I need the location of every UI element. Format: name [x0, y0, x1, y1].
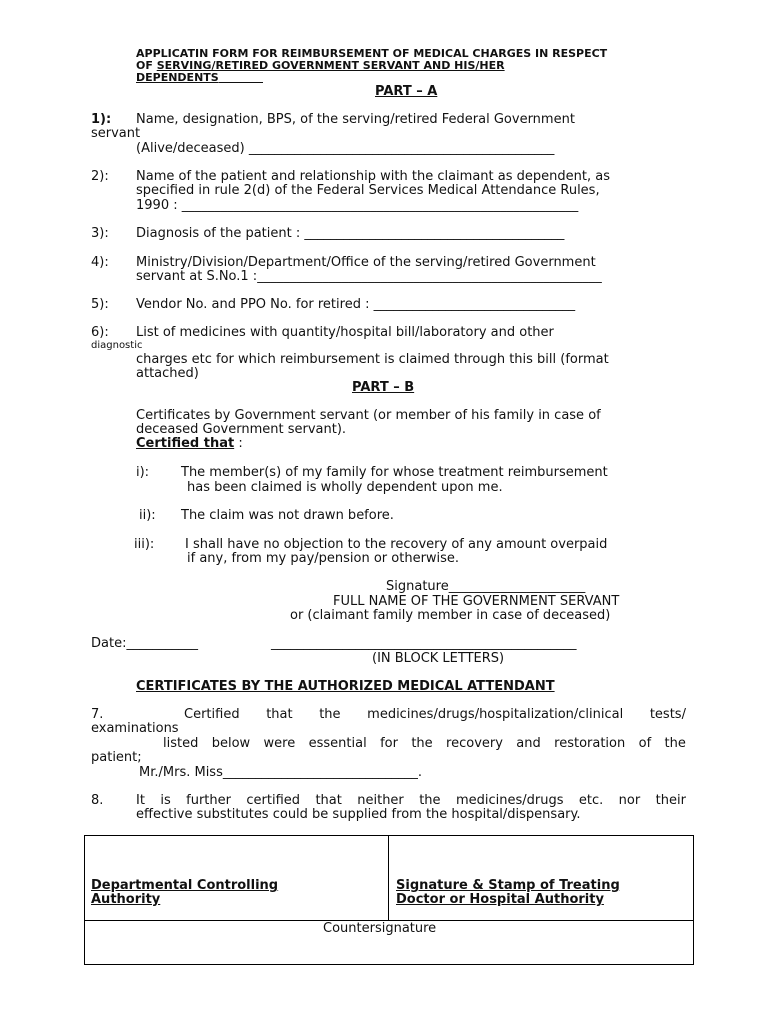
item8-l1-w6: the [419, 793, 441, 808]
item6-text-line3: charges etc for which reimbursement is claimed through this bill (format [136, 352, 609, 367]
item7-line1 [184, 707, 686, 722]
item7-l1-w4: tests/ [649, 707, 686, 722]
block-letters-label: (IN BLOCK LETTERS) [372, 651, 505, 666]
countersignature-label: Countersignature [323, 921, 437, 936]
part-b-intro-line1: Certificates by Government servant (or member of his family in case of [136, 408, 601, 423]
form-title-underlined: SERVING/RETIRED GOVERNMENT SERVANT AND HIS/HER [156, 59, 505, 72]
departmental-authority-line2: Authority [91, 892, 161, 907]
item7-l1-w2: the [319, 707, 341, 722]
item7-l3-w4: for [380, 736, 398, 751]
item3-diagnosis-field: Diagnosis of the patient : ________________________________________ [136, 226, 565, 241]
item4-office-field: servant at S.No.1 :_____________________________________________________ [136, 269, 602, 284]
treating-doctor-line1: Signature & Stamp of Treating [396, 878, 620, 893]
item8-line1 [136, 793, 686, 808]
item8-l1-w9: nor [618, 793, 641, 808]
item2-text-line1: Name of the patient and relationship with the claimant as dependent, as [136, 169, 610, 184]
item4-number: 4): [91, 255, 109, 270]
date-field: Date:___________ [91, 636, 198, 651]
item7-l3-w3: essential [308, 736, 367, 751]
item3-number: 3): [91, 226, 109, 241]
certified-that-label [136, 436, 243, 451]
certificate-iii-line1: I shall have no objection to the recovery of any amount overpaid [185, 537, 608, 552]
item5-number: 5): [91, 297, 109, 312]
signature-field: Signature_____________________ [386, 579, 586, 594]
item7-line2: examinations [91, 721, 179, 736]
item7-l3-w10: the [664, 736, 686, 751]
certified-that-text: Certified that [136, 436, 235, 451]
form-title-line3-rule [219, 72, 263, 83]
item7-number: 7. [91, 707, 104, 722]
block-letters-name-line: _______________________________________________ [271, 636, 577, 651]
full-name-label: FULL NAME OF THE GOVERNMENT SERVANT [333, 594, 620, 609]
item7-l3-w8: restoration [554, 736, 626, 751]
item6-text-line1: List of medicines with quantity/hospital bill/laboratory and other [136, 325, 554, 340]
item8-l1-w7: medicines/drugs [455, 793, 564, 808]
certified-that-colon: : [234, 436, 243, 451]
item1-text-line1: Name, designation, BPS, of the serving/retired Federal Government [136, 112, 575, 127]
certificate-iii-number: iii): [134, 537, 155, 552]
item7-l3-w0: listed [163, 736, 199, 751]
item7-l3-w5: the [411, 736, 433, 751]
certificate-i-line1: The member(s) of my family for whose treatment reimbursement [181, 465, 608, 480]
item1-alive-deceased-field: (Alive/deceased) _______________________________________________ [136, 141, 555, 156]
item8-l1-w5: neither [357, 793, 404, 808]
item8-l1-w8: etc. [578, 793, 604, 808]
item6-text-line2: diagnostic [91, 340, 143, 351]
item2-patient-field: 1990 : _____________________________________________________________ [136, 198, 579, 213]
item7-line4: patient; [91, 750, 142, 765]
part-a-heading: PART – A [375, 84, 438, 99]
item7-l3-w2: were [263, 736, 296, 751]
item8-l1-w4: that [315, 793, 342, 808]
signature-table-divider-vertical [388, 835, 389, 921]
item4-text-line1: Ministry/Division/Department/Office of the serving/retired Government [136, 255, 596, 270]
item6-number: 6): [91, 325, 109, 340]
treating-doctor-line2: Doctor or Hospital Authority [396, 892, 604, 907]
form-title-dependents: DEPENDENTS [136, 71, 219, 84]
certificate-ii-line1: The claim was not drawn before. [181, 508, 394, 523]
item1-text-line2: servant [91, 126, 141, 141]
item7-l1-w3: medicines/drugs/hospitalization/clinical [367, 707, 624, 722]
item7-patient-name-field: Mr./Mrs. Miss______________________________. [139, 765, 422, 780]
form-title-line1: APPLICATIN FORM FOR REIMBURSEMENT OF MEDICAL CHARGES IN RESPECT [136, 47, 608, 60]
item1-number: 1): [91, 112, 112, 127]
certificate-iii-line2: if any, from my pay/pension or otherwise. [187, 551, 460, 566]
form-title-prefix: OF [136, 59, 157, 72]
item7-l3-w1: below [211, 736, 251, 751]
item5-vendor-field: Vendor No. and PPO No. for retired : _______________________________ [136, 297, 576, 312]
item8-number: 8. [91, 793, 104, 808]
departmental-authority-line1: Departmental Controlling [91, 878, 279, 893]
item8-l1-w3: certified [246, 793, 301, 808]
form-title-line3 [136, 72, 263, 84]
item7-l1-w0: Certified [184, 707, 240, 722]
part-b-intro-line2: deceased Government servant). [136, 422, 347, 437]
item7-l1-w1: that [266, 707, 293, 722]
item8-l1-w10: their [655, 793, 686, 808]
item6-text-line4: attached) [136, 366, 199, 381]
certificate-i-number: i): [136, 465, 150, 480]
item8-l1-w1: is [160, 793, 171, 808]
certificate-ii-number: ii): [139, 508, 156, 523]
item8-line2: effective substitutes could be supplied from the hospital/dispensary. [136, 807, 581, 822]
item2-number: 2): [91, 169, 109, 184]
item2-text-line2: specified in rule 2(d) of the Federal Services Medical Attendance Rules, [136, 183, 600, 198]
medical-attendant-heading: CERTIFICATES BY THE AUTHORIZED MEDICAL ATTENDANT [136, 679, 555, 694]
item7-l3-w7: and [516, 736, 541, 751]
item7-l3-w9: of [638, 736, 652, 751]
item8-l1-w0: It [136, 793, 145, 808]
item8-l1-w2: further [186, 793, 231, 808]
part-b-heading: PART – B [352, 380, 415, 395]
item7-line3 [163, 736, 686, 751]
claimant-label: or (claimant family member in case of deceased) [290, 608, 611, 623]
item7-l3-w6: recovery [446, 736, 503, 751]
certificate-i-line2: has been claimed is wholly dependent upon me. [187, 480, 503, 495]
